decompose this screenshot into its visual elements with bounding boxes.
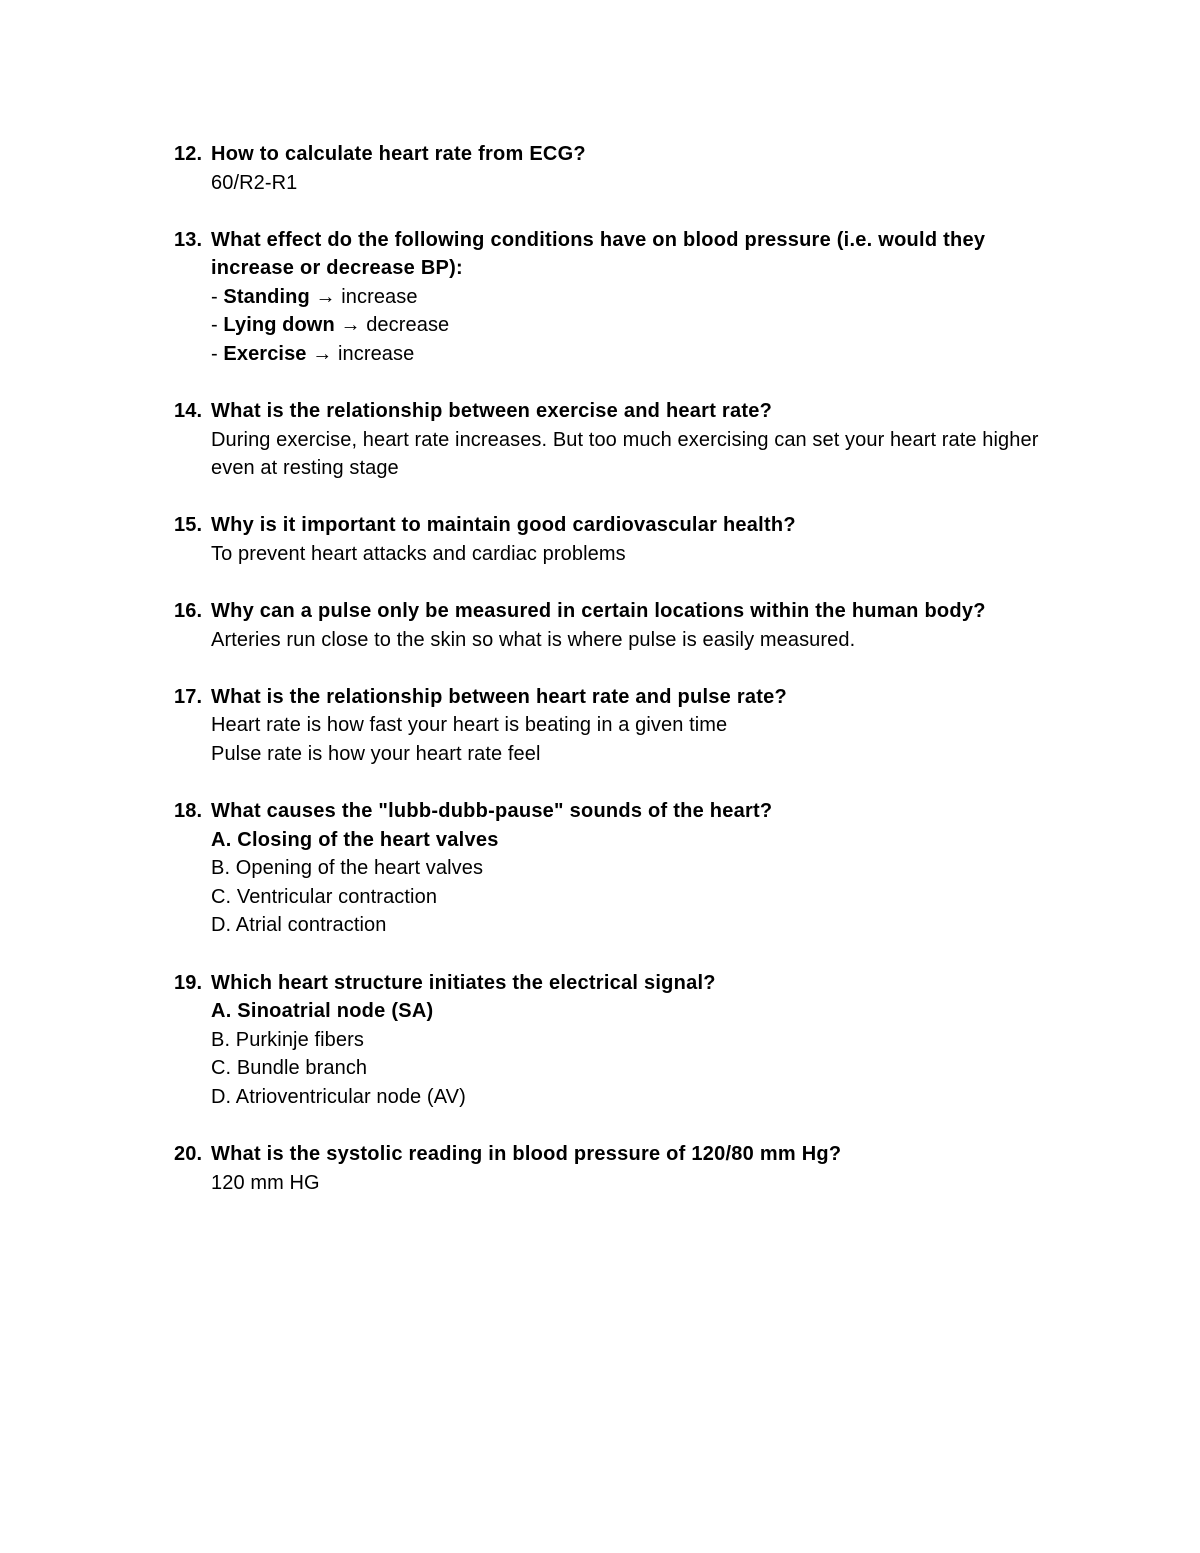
question-text: Why can a pulse only be measured in certain locations within the human body? [211, 600, 986, 623]
question-list [174, 140, 1054, 1226]
arrow-icon: → [309, 285, 342, 308]
question-number: 14. [174, 400, 203, 423]
option: C. Bundle branch [211, 1057, 368, 1080]
question-body [211, 140, 1054, 197]
answer-text: To prevent heart attacks and cardiac problems [211, 543, 626, 566]
question-19 [174, 969, 1054, 1112]
question-text: What effect do the following conditions have on blood pressure (i.e. would they increase or decrease BP): [211, 228, 986, 280]
question-14 [174, 397, 1054, 483]
question-18 [174, 797, 1054, 940]
question-body [211, 1140, 1054, 1197]
condition-item [211, 283, 1054, 312]
question-body [211, 797, 1054, 940]
question-body [211, 969, 1054, 1112]
question-12 [174, 140, 1054, 197]
question-number: 12. [174, 143, 203, 165]
condition-term: Lying down [223, 314, 335, 337]
condition-effect: increase [341, 285, 418, 308]
answer-text: 60/R2-R1 [211, 171, 298, 194]
answer-text: Heart rate is how fast your heart is beating in a given time [211, 714, 728, 737]
question-text: What is the relationship between heart rate and pulse rate? [211, 685, 787, 708]
question-16 [174, 597, 1054, 654]
answer-text: 120 mm HG [211, 1171, 320, 1194]
arrow-icon: → [306, 343, 338, 366]
option: D. Atrial contraction [211, 914, 387, 937]
question-number: 20. [174, 1143, 203, 1166]
question-body [211, 397, 1054, 483]
question-body [211, 683, 1054, 769]
question-text: What causes the "lubb-dubb-pause" sounds of the heart? [211, 800, 773, 823]
question-text: What is the relationship between exercise and heart rate? [211, 400, 773, 423]
condition-prefix: - [211, 314, 224, 337]
option: B. Opening of the heart valves [211, 857, 484, 880]
condition-term: Standing [223, 285, 310, 308]
question-15 [174, 511, 1054, 568]
condition-effect: decrease [366, 314, 450, 337]
answer-text: During exercise, heart rate increases. But too much exercising can set your heart rate higher even at resting stage [211, 428, 1039, 480]
question-body [211, 226, 1054, 369]
question-20 [174, 1140, 1054, 1197]
condition-term: Exercise [223, 343, 307, 366]
condition-item [211, 340, 1054, 369]
option-correct: A. Closing of the heart valves [211, 828, 499, 851]
question-number: 16. [174, 600, 203, 623]
question-body [211, 597, 1054, 654]
question-text: How to calculate heart rate from ECG? [211, 143, 586, 165]
question-number: 17. [174, 685, 203, 708]
question-text: Why is it important to maintain good cardiovascular health? [211, 514, 796, 537]
option: C. Ventricular contraction [211, 885, 438, 908]
question-body [211, 511, 1054, 568]
option: D. Atrioventricular node (AV) [211, 1085, 466, 1108]
option-correct: A. Sinoatrial node (SA) [211, 1000, 434, 1023]
option: B. Purkinje fibers [211, 1028, 364, 1051]
condition-effect: increase [337, 343, 415, 366]
condition-prefix: - [211, 343, 224, 366]
answer-text: Pulse rate is how your heart rate feel [211, 743, 541, 765]
answer-text: Arteries run close to the skin so what is where pulse is easily measured. [211, 628, 856, 651]
question-number: 13. [174, 228, 203, 251]
condition-item [211, 311, 1054, 340]
question-text: What is the systolic reading in blood pressure of 120/80 mm Hg? [211, 1143, 842, 1166]
question-number: 18. [174, 800, 203, 823]
question-13 [174, 226, 1054, 369]
question-number: 19. [174, 971, 203, 994]
question-17 [174, 683, 1054, 769]
arrow-icon: → [334, 314, 367, 337]
question-text: Which heart structure initiates the electrical signal? [211, 971, 716, 994]
condition-prefix: - [211, 285, 224, 308]
question-number: 15. [174, 514, 203, 537]
